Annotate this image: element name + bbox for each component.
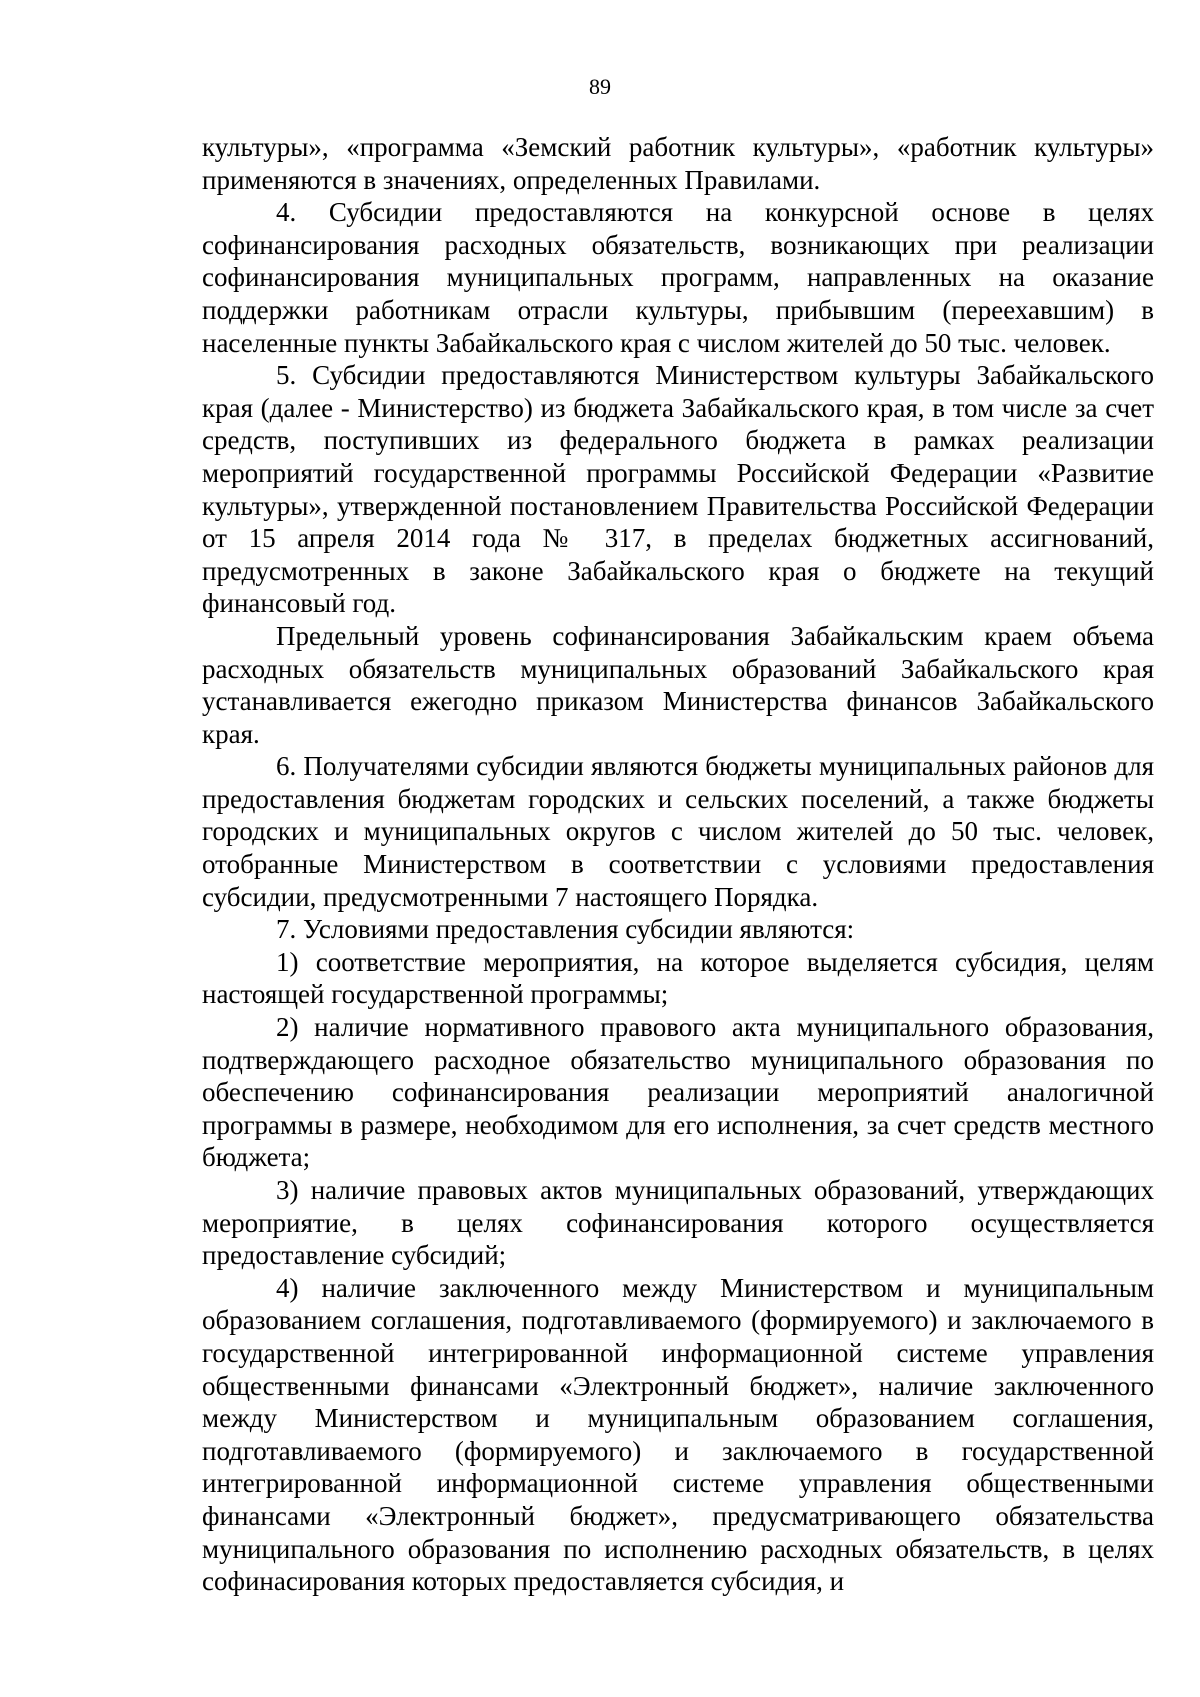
paragraph: 1) соответствие мероприятия, на которое выделяется субсидия, целям настоящей государственной программы; (202, 946, 1154, 1010)
paragraph: 4. Субсидии предоставляются на конкурсной основе в целях софинансирования расходных обязательств, возникающих при реализации софинансирования муниципальных программ, направленных на оказание поддержки работникам отрасли культуры, прибывшим (переехавшим) в населенные пункты Забайкальского края с числом жителей до 50 тыс. человек. (202, 197, 1154, 358)
paragraph: 3) наличие правовых актов муниципальных образований, утверждающих мероприятие, в целях софинансирования которого осуществляется предоставление субсидий; (202, 1175, 1154, 1271)
paragraph: 2) наличие нормативного правового акта муниципального образования, подтверждающего расходное обязательство муниципального образования по обеспечению софинансирования реализации мероприятий аналогичной программы в размере, необходимом для его исполнения, за счет средств местного бюджета; (202, 1012, 1154, 1173)
paragraph: 6. Получателями субсидии являются бюджеты муниципальных районов для предоставления бюджетам городских и сельских поселений, а также бюджеты городских и муниципальных округов с числом жителей до 50 тыс. человек, отобранные Министерством в соответствии с условиями предоставления субсидии, предусмотренными 7 настоящего Порядка. (202, 751, 1154, 912)
page-number: 89 (589, 74, 611, 99)
paragraph: 5. Субсидии предоставляются Министерством культуры Забайкальского края (далее - Министерство) из бюджета Забайкальского края, в том числе за счет средств, поступивших из федерального бюджета в рамках реализации мероприятий государственной программы Российской Федерации «Развитие культуры», утвержденной постановлением Правительства Российской Федерации от 15 апреля 2014 года № 317, в пределах бюджетных ассигнований, предусмотренных в законе Забайкальского края о бюджете на текущий финансовый год. (202, 360, 1154, 619)
paragraph: 4) наличие заключенного между Министерством и муниципальным образованием соглашения, подготавливаемого (формируемого) и заключаемого в государственной интегрированной информационной системе управления общественными финансами «Электронный бюджет», наличие заключенного между Министерством и муниципальным образованием соглашения, подготавливаемого (формируемого) и заключаемого в государственной интегрированной информационной системе управления общественными финансами «Электронный бюджет», предусматривающего обязательства муниципального образования по исполнению расходных обязательств, в целях софинасирования которых предоставляется субсидия, и (202, 1272, 1154, 1597)
paragraph: 7. Условиями предоставления субсидии являются: (276, 914, 855, 945)
paragraph: Предельный уровень софинансирования Забайкальским краем объема расходных обязательств муниципальных образований Забайкальского края устанавливается ежегодно приказом Министерства финансов Забайкальского края. (202, 620, 1154, 749)
paragraph: культуры», «программа «Земский работник культуры», «работник культуры» применяются в значениях, определенных Правилами. (202, 132, 1154, 195)
document-body (202, 131, 1154, 1598)
